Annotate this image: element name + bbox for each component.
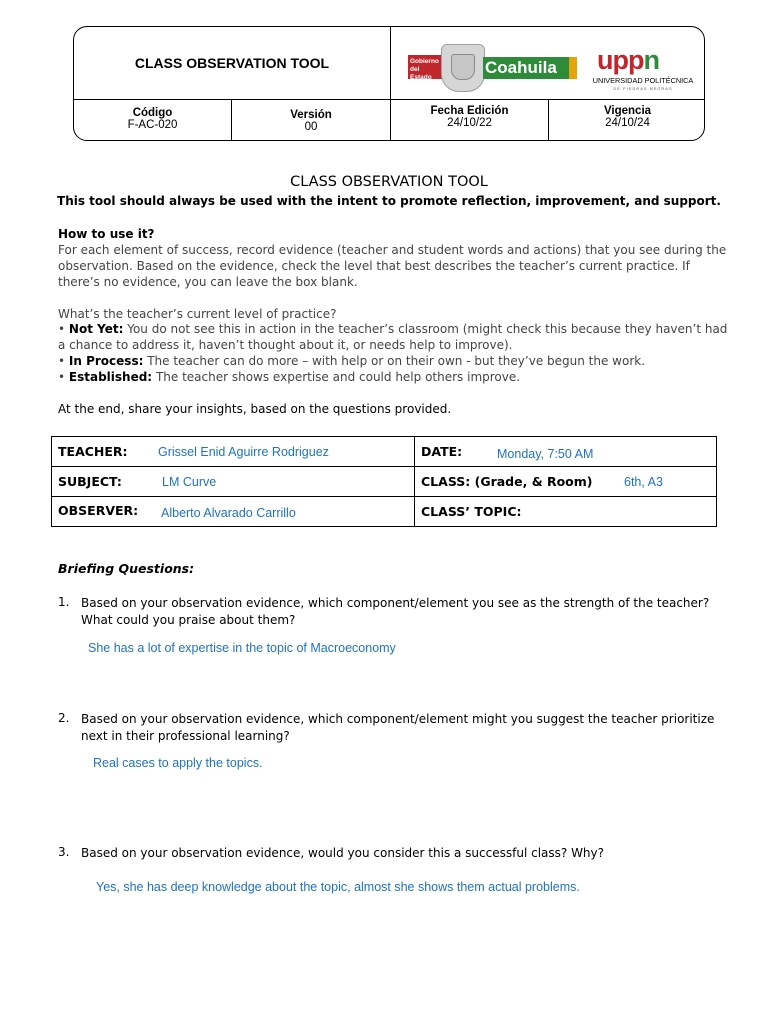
answer-field[interactable]: She has a lot of expertise in the topic of Macroeconomy [88, 641, 396, 655]
coahuila-logo: Coahuila [483, 57, 577, 79]
header-divider [74, 99, 705, 100]
vigencia-value: 24/10/24 [605, 117, 650, 129]
upp-logo-text [591, 77, 695, 93]
question-text: Based on your observation evidence, which component/element might you suggest the teacher prioritize next in their professional learning? [81, 712, 715, 743]
fecha-cell [391, 105, 548, 141]
upp-logo: uppn [597, 45, 659, 75]
topic-label: CLASS’ TOPIC: [421, 504, 522, 519]
coat-of-arms-icon [441, 44, 485, 92]
level-name: In Process: [68, 354, 144, 368]
class-info-table [51, 436, 717, 527]
table-divider [414, 437, 415, 527]
closing-instructions: At the end, share your insights, based on the questions provided. [58, 402, 452, 416]
question-number: 2. [58, 711, 70, 725]
class-label: CLASS: (Grade, & Room) [421, 474, 593, 489]
vigencia-label: Vigencia [603, 105, 652, 117]
codigo-value: F-AC-020 [127, 119, 178, 131]
fecha-value: 24/10/22 [447, 117, 492, 129]
answer-field[interactable]: Yes, she has deep knowledge about the topic, almost she shows them actual problems. [96, 880, 580, 894]
fecha-label: Fecha Edición [430, 105, 509, 117]
question-number: 1. [58, 595, 70, 609]
upp-name: UNIVERSIDAD POLITÉCNICA [592, 76, 694, 85]
level-item: • In Process: The teacher can do more – with help or on their own - but they’ve begun the work. [58, 354, 646, 368]
how-to-use-heading: How to use it? [58, 227, 155, 241]
table-divider [52, 466, 717, 467]
subject-label: SUBJECT: [58, 474, 122, 489]
level-name: Not Yet: [68, 322, 124, 336]
version-cell [232, 109, 390, 141]
level-name: Established: [68, 370, 153, 384]
codigo-cell [74, 107, 231, 141]
table-divider [52, 496, 717, 497]
teacher-field[interactable]: Grissel Enid Aguirre Rodriguez [158, 445, 329, 459]
class-field[interactable]: 6th, A3 [624, 475, 663, 489]
codigo-label: Código [132, 107, 173, 119]
version-label: Versión [290, 109, 332, 121]
logos [391, 27, 705, 99]
observer-field[interactable]: Alberto Alvarado Carrillo [161, 506, 296, 520]
level-question: What’s the teacher’s current level of practice? [58, 307, 337, 321]
observer-label: OBSERVER: [58, 503, 139, 518]
question-number: 3. [58, 845, 70, 859]
vigencia-cell [549, 105, 705, 141]
level-item: • Established: The teacher shows expertise and could help others improve. [58, 370, 521, 384]
document-subtitle: This tool should always be used with the intent to promote reflection, improvement, and support. [57, 194, 721, 208]
header-title: CLASS OBSERVATION TOOL [134, 55, 330, 71]
briefing-heading: Briefing Questions: [58, 561, 195, 576]
level-text: The teacher can do more – with help or on their own - but they’ve begun the work. [147, 354, 646, 368]
level-text: You do not see this in action in the teacher’s classroom (might check this because they haven’t had a chance to address it, haven’t thought about it, or needs help to improve). [58, 322, 728, 352]
answer-field[interactable]: Real cases to apply the topics. [93, 756, 263, 770]
upp-subname: DE PIEDRAS NEGRAS [613, 86, 673, 91]
document-header [73, 26, 705, 141]
question-text: Based on your observation evidence, would you consider this a successful class? Why? [81, 846, 605, 860]
question-text: Based on your observation evidence, which component/element you see as the strength of the teacher? What could you praise about them? [81, 596, 710, 627]
version-value: 00 [304, 121, 318, 133]
level-item: • Not Yet: You do not see this in action in the teacher’s classroom (might check this because they haven’t had a chance to address it, haven’t thought about it, or needs help to improve). [58, 322, 728, 352]
gobierno-logo: Gobierno del Estado [408, 55, 444, 79]
teacher-label: TEACHER: [58, 444, 128, 459]
level-list [58, 321, 728, 385]
date-label: DATE: [421, 444, 463, 459]
document-title: CLASS OBSERVATION TOOL [290, 174, 488, 190]
how-to-use-text: For each element of success, record evidence (teacher and student words and actions) that you see during the observation. Based on the evidence, check the level that best describes the teacher’s current practice. If there’s no evidence, you can leave the box blank. [58, 243, 727, 289]
date-field[interactable]: Monday, 7:50 AM [497, 447, 594, 461]
subject-field[interactable]: LM Curve [162, 475, 217, 489]
level-text: The teacher shows expertise and could help others improve. [155, 370, 521, 384]
